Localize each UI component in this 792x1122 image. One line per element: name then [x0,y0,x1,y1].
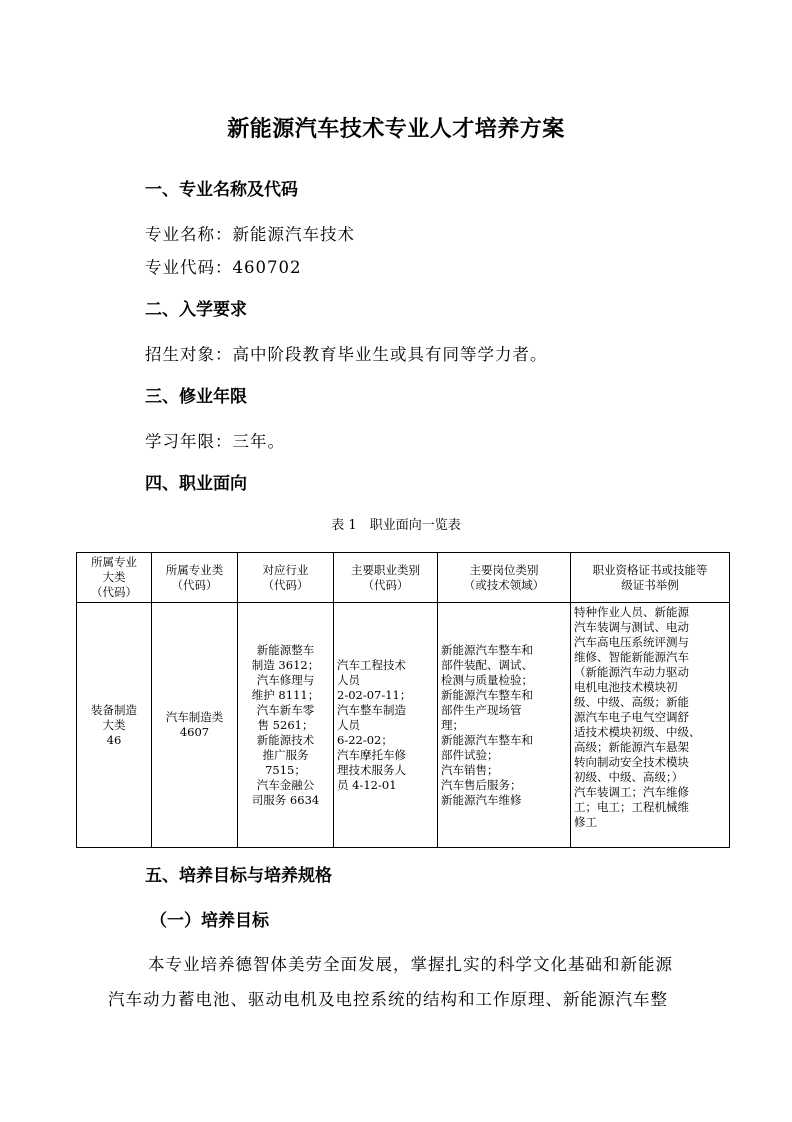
cell-positions: 新能源汽车整车和 部件装配、调试、 检测与质量检验； 新能源汽车整车和 部件生产现场管 理； 新能源汽车整车和 部件试验； 汽车销售； 汽车售后服务； 新能源汽车维修 [438,603,571,848]
admission-text: 招生对象：高中阶段教育毕业生或具有同等学力者。 [145,345,548,364]
objective-line-1: 本专业培养德智体美劳全面发展，掌握扎实的科学文化基础和新能源 [148,955,673,974]
table-row [77,603,730,848]
occupation-table [76,552,730,848]
header-certificates: 职业资格证书或技能等 级证书举例 [571,553,730,603]
header-positions: 主要岗位类别 （或技术领域） [438,553,571,603]
subsection-objective-heading: （一）培养目标 [150,911,269,931]
section-1-heading: 一、专业名称及代码 [145,180,298,200]
duration-text: 学习年限：三年。 [145,432,285,451]
cell-category: 装备制造 大类 46 [77,603,152,848]
header-category: 所属专业 大类 （代码） [77,553,152,603]
header-industry: 对应行业 （代码） [238,553,334,603]
cell-certificates: 特种作业人员、新能源 汽车装调与测试、电动 汽车高电压系统评测与 维修、智能新能源汽车 （新能源汽车动力驱动 电机电池技术模块初 级、中级、高级；新能 源汽车电子电气空调舒 适技术模块初级、中级、 高级；新能源汽车悬架 转向制动安全技术模块 初级、中级、高级；） 汽车装调工；汽车维修 工；电工；工程机械维 修工 [571,603,730,848]
document-title: 新能源汽车技术专业人才培养方案 [227,117,565,142]
section-2-heading: 二、入学要求 [145,300,247,320]
header-class: 所属专业类 （代码） [152,553,238,603]
section-5-heading: 五、培养目标与培养规格 [145,866,332,886]
table-caption: 表 1 职业面向一览表 [331,518,461,533]
cell-industry: 新能源整车 制造 3612； 汽车修理与 维护 8111； 汽车新车零 售 5261； 新能源技术 推广服务 7515； 汽车金融公 司服务 6634 [238,603,334,848]
header-occupation: 主要职业类别 （代码） [334,553,438,603]
cell-occupation: 汽车工程技术 人员 2-02-07-11； 汽车整车制造 人员 6-22-02； 汽车摩托车修 理技术服务人 员 4-12-01 [334,603,438,848]
major-name-line: 专业名称：新能源汽车技术 [145,225,355,244]
section-3-heading: 三、修业年限 [145,387,247,407]
cell-class: 汽车制造类 4607 [152,603,238,848]
table-header-row [77,553,730,603]
objective-line-2: 汽车动力蓄电池、驱动电机及电控系统的结构和工作原理、新能源汽车整 [108,990,668,1009]
section-4-heading: 四、职业面向 [145,474,247,494]
major-code-line: 专业代码：460702 [145,258,302,277]
